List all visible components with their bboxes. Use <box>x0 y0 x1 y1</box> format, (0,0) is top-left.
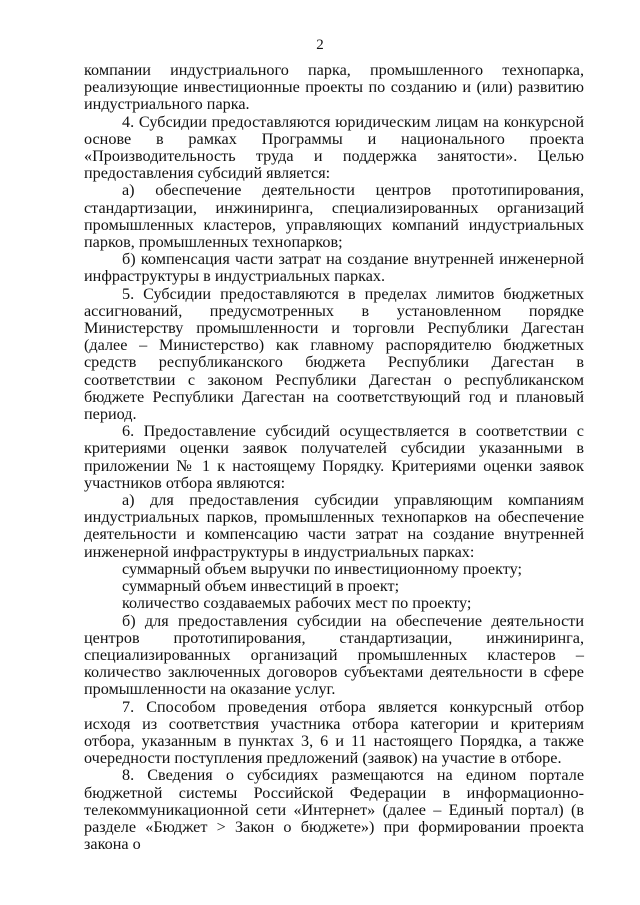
paragraph-item-8: 8. Сведения о субсидиях размещаются на едином портале бюджетной системы Российской Федерации в информационно-телекоммуникационной сети «Интернет» (далее – Единый портал) (в разделе «Бюджет > Закон о бюджете») при формировании проекта закона о <box>84 766 584 854</box>
paragraph-item-6a: а) для предоставления субсидии управляющим компаниям индустриальных парков, промышленных технопарков на обеспечение деятельности и компенсацию части затрат на создание внутренней инженерной инфраструктуры в индустриальных парках: <box>84 491 584 561</box>
criteria-item: суммарный объем выручки по инвестиционному проекту; <box>122 559 522 578</box>
paragraph-continuation: компании индустриального парка, промышленного технопарка, реализующие инвестиционные проекты по созданию и (или) развитию индустриального парка. <box>84 61 584 114</box>
paragraph-item-5: 5. Субсидии предоставляются в пределах лимитов бюджетных ассигнований, предусмотренных в установленном порядке Министерству промышленности и торговли Республики Дагестан (далее – Министерство) как главному распорядителю бюджетных средств республиканского бюджета Республики Дагестан в соответствии с законом Республики Дагестан о республиканском бюджете Республики Дагестан на соответствующий год и плановый период. <box>84 284 584 424</box>
paragraph-item-4a: а) обеспечение деятельности центров прототипирования, стандартизации, инжиниринга, специализированных организаций промышленных кластеров, управляющих компаний индустриальных парков, промышленных технопарков; <box>84 181 584 252</box>
paragraph-item-4b: б) компенсация части затрат на создание внутренней инженерной инфраструктуры в индустриальных парках. <box>84 250 584 286</box>
document-body <box>84 62 584 853</box>
page-number: 2 <box>316 37 324 53</box>
paragraph-item-4: 4. Субсидии предоставляются юридическим лицам на конкурсной основе в рамках Программы и национального проекта «Производительность труда и поддержка занятости». Целью предоставления субсидий является: <box>84 112 584 183</box>
criteria-item: суммарный объем инвестиций в проект; <box>122 577 400 596</box>
paragraph-item-7: 7. Способом проведения отбора является конкурсный отбор исходя из соответствия участника отбора категории и критериям отбора, указанным в пунктах 3, 6 и 11 настоящего Порядка, а также очередности поступления предложений (заявок) на участие в отборе. <box>84 697 584 768</box>
paragraph-item-6: 6. Предоставление субсидий осуществляется в соответствии с критериями оценки заявок получателей субсидии указанными в приложении № 1 к настоящему Порядку. Критериями оценки заявок участников отбора являются: <box>84 422 584 492</box>
criteria-item: количество создаваемых рабочих мест по проекту; <box>122 594 472 613</box>
paragraph-item-6b: б) для предоставления субсидии на обеспечение деятельности центров прототипирования, стандартизации, инжиниринга, специализированных организаций промышленных кластеров – количество заключенных договоров субъектами деятельности в сфере промышленности на оказание услуг. <box>84 611 584 699</box>
